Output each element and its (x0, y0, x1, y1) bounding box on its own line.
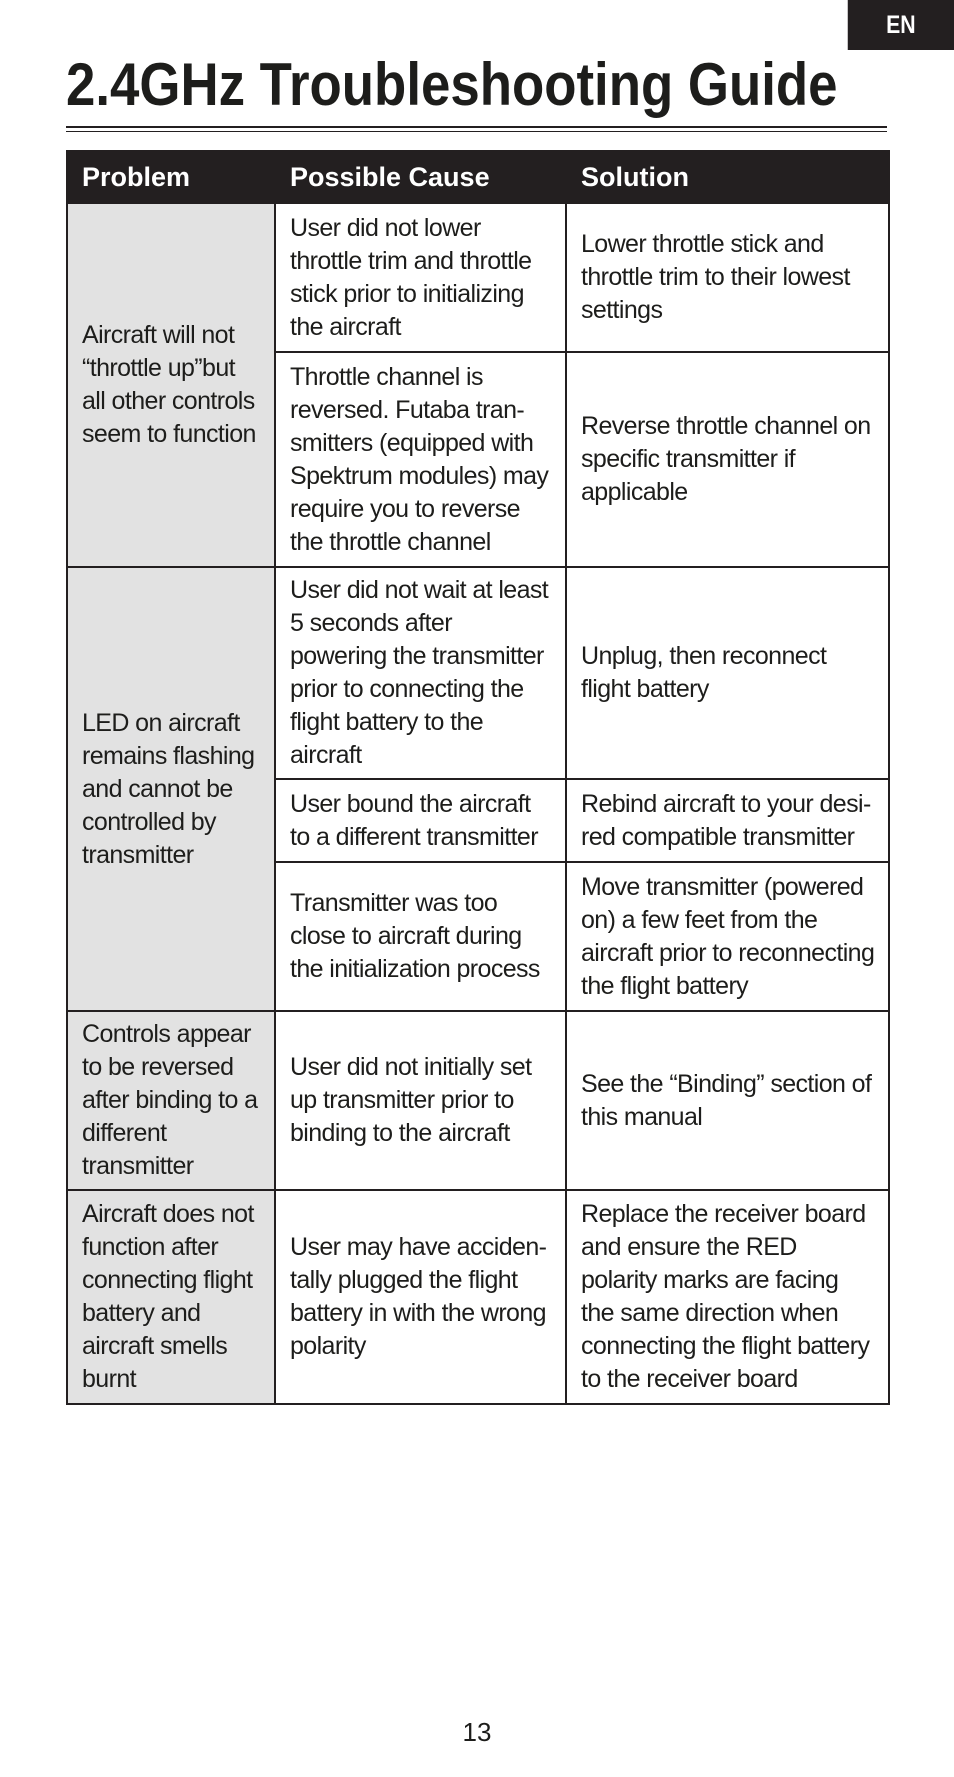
header-possible-cause: Possible Cause (275, 151, 566, 203)
cause-cell: User bound the aircraft to a different transmitter (275, 779, 566, 862)
solution-cell: Lower throttle stick and throttle trim to their lowest settings (566, 203, 889, 352)
language-tab: EN (848, 0, 954, 50)
solution-cell: Unplug, then reconnect flight battery (566, 567, 889, 779)
title-rule-thin (66, 131, 887, 132)
solution-cell: Replace the receiver board and ensure the RED polarity marks are facing the same direction when connecting the flight battery to the receiver board (566, 1190, 889, 1404)
table-row (67, 1190, 889, 1404)
table-row (67, 1011, 889, 1190)
table-row (67, 567, 889, 779)
solution-cell: Move transmitter (powered on) a few feet from the aircraft prior to reconnecting the flight battery (566, 862, 889, 1011)
title-rule (66, 126, 887, 128)
solution-cell: Rebind aircraft to your desi-red compatible transmitter (566, 779, 889, 862)
problem-cell: LED on aircraft remains flashing and cannot be controlled by transmitter (67, 567, 275, 1011)
header-problem: Problem (67, 151, 275, 203)
troubleshooting-table (66, 150, 890, 1405)
table-row (67, 203, 889, 352)
solution-cell: See the “Binding” section of this manual (566, 1011, 889, 1190)
cause-cell: User did not lower throttle trim and throttle stick prior to initializing the aircraft (275, 203, 566, 352)
solution-cell: Reverse throttle channel on specific transmitter if applicable (566, 352, 889, 567)
cause-cell: User did not initially set up transmitter prior to binding to the aircraft (275, 1011, 566, 1190)
cause-cell: Throttle channel is reversed. Futaba tran-smitters (equipped with Spektrum modules) may require you to reverse the throttle channel (275, 352, 566, 567)
problem-cell: Aircraft does not function after connecting flight battery and aircraft smells burnt (67, 1190, 275, 1404)
cause-cell: Transmitter was too close to aircraft during the initialization process (275, 862, 566, 1011)
table-header-row (67, 151, 889, 203)
cause-cell: User may have acciden-tally plugged the flight battery in with the wrong polarity (275, 1190, 566, 1404)
problem-cell: Controls appear to be reversed after binding to a different transmitter (67, 1011, 275, 1190)
problem-cell: Aircraft will not “throttle up”but all other controls seem to function (67, 203, 275, 567)
page-number: 13 (462, 1717, 492, 1747)
header-solution: Solution (566, 151, 889, 203)
cause-cell: User did not wait at least 5 seconds after powering the transmitter prior to connecting the flight battery to the aircraft (275, 567, 566, 779)
page-title: 2.4GHz Troubleshooting Guide (66, 51, 838, 118)
